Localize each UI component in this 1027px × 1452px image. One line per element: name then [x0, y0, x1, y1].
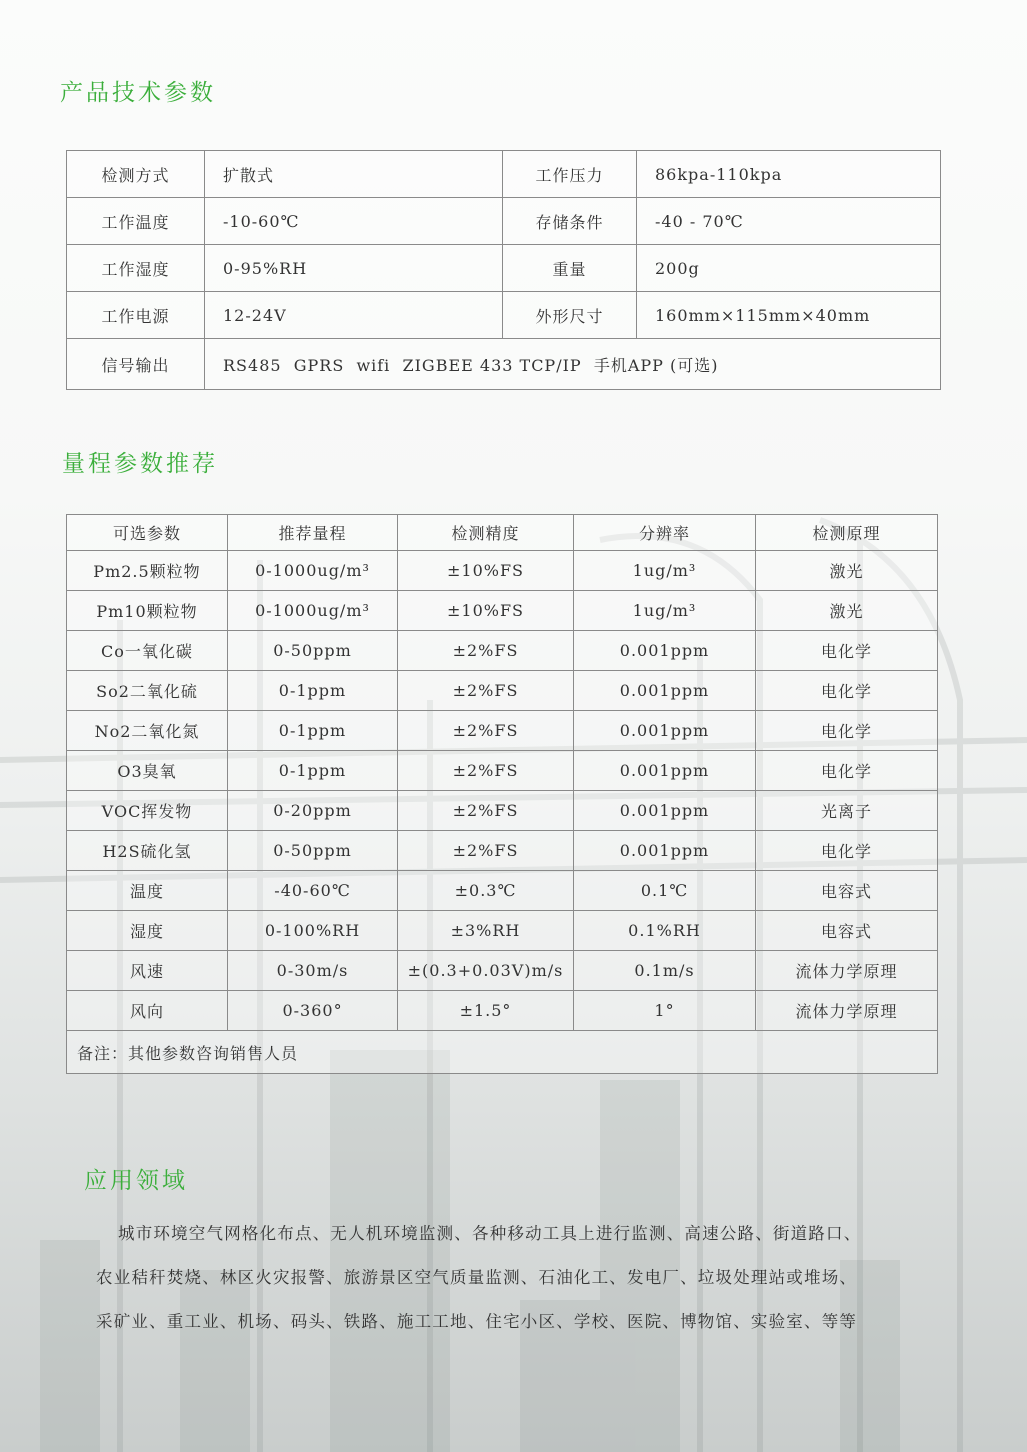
- table-cell: ±3%RH: [398, 911, 574, 951]
- table-cell: 0.001ppm: [574, 631, 756, 671]
- table-cell: ±2%FS: [398, 711, 574, 751]
- table-cell: 流体力学原理: [756, 991, 938, 1031]
- table-cell: H2S硫化氢: [67, 831, 228, 871]
- application-text: [96, 1212, 916, 1344]
- application-line: 城市环境空气网格化布点、无人机环境监测、各种移动工具上进行监测、高速公路、街道路口、: [118, 1224, 862, 1243]
- table-cell: 1ug/m³: [574, 591, 756, 631]
- range-table: [66, 514, 938, 1074]
- table-cell: 电化学: [756, 831, 938, 871]
- table-row: [67, 911, 938, 951]
- table-cell: 0-360°: [228, 991, 398, 1031]
- table-cell: 0-1ppm: [228, 711, 398, 751]
- table-row: [67, 292, 941, 339]
- table-cell: 0.1m/s: [574, 951, 756, 991]
- application-line: 采矿业、重工业、机场、码头、铁路、施工工地、住宅小区、学校、医院、博物馆、实验室、等等: [96, 1312, 858, 1331]
- table-cell: 温度: [67, 871, 228, 911]
- table-cell: O3臭氧: [67, 751, 228, 791]
- spec-value: 200g: [637, 245, 941, 292]
- table-cell: 湿度: [67, 911, 228, 951]
- spec-key: 工作压力: [503, 151, 637, 198]
- table-cell: 电容式: [756, 911, 938, 951]
- table-cell: 电化学: [756, 671, 938, 711]
- spec-value: 0-95%RH: [205, 245, 503, 292]
- table-cell: 0-1ppm: [228, 751, 398, 791]
- table-row: [67, 591, 938, 631]
- column-header: 分辨率: [574, 515, 756, 551]
- table-note: 备注：其他参数咨询销售人员: [67, 1031, 938, 1074]
- table-row: [67, 151, 941, 198]
- table-cell: 0-30m/s: [228, 951, 398, 991]
- table-row: [67, 339, 941, 390]
- table-cell: 电化学: [756, 711, 938, 751]
- table-cell: Pm10颗粒物: [67, 591, 228, 631]
- table-cell: -40-60℃: [228, 871, 398, 911]
- table-cell: ±10%FS: [398, 551, 574, 591]
- spec-value: 12-24V: [205, 292, 503, 339]
- table-cell: 0-50ppm: [228, 831, 398, 871]
- spec-value-signal: RS485 GPRS wifi ZIGBEE 433 TCP/IP 手机APP (可选): [205, 339, 941, 390]
- table-cell: 0.1℃: [574, 871, 756, 911]
- table-cell: 电化学: [756, 631, 938, 671]
- table-row: [67, 951, 938, 991]
- table-cell: So2二氧化硫: [67, 671, 228, 711]
- table-row: [67, 631, 938, 671]
- table-cell: 电化学: [756, 751, 938, 791]
- table-cell: 0.001ppm: [574, 711, 756, 751]
- table-cell: 1°: [574, 991, 756, 1031]
- table-row: [67, 751, 938, 791]
- table-row: [67, 245, 941, 292]
- table-cell: 电容式: [756, 871, 938, 911]
- table-cell: 0.001ppm: [574, 791, 756, 831]
- table-cell: 0-1000ug/m³: [228, 551, 398, 591]
- spec-value: 160mm×115mm×40mm: [637, 292, 941, 339]
- table-cell: ±2%FS: [398, 831, 574, 871]
- table-cell: ±1.5°: [398, 991, 574, 1031]
- table-row: [67, 711, 938, 751]
- spec-key: 工作温度: [67, 198, 205, 245]
- table-row: [67, 871, 938, 911]
- table-header-row: [67, 515, 938, 551]
- table-cell: VOC挥发物: [67, 791, 228, 831]
- table-cell: 0.001ppm: [574, 751, 756, 791]
- table-row: [67, 991, 938, 1031]
- spec-key: 信号输出: [67, 339, 205, 390]
- section-title-application: 应用领域: [84, 1168, 188, 1194]
- table-row: [67, 791, 938, 831]
- table-cell: 0.001ppm: [574, 671, 756, 711]
- table-cell: 0.1%RH: [574, 911, 756, 951]
- table-cell: 风速: [67, 951, 228, 991]
- spec-key: 工作电源: [67, 292, 205, 339]
- column-header: 推荐量程: [228, 515, 398, 551]
- spec-value: 86kpa-110kpa: [637, 151, 941, 198]
- table-note-row: [67, 1031, 938, 1074]
- table-cell: 0-50ppm: [228, 631, 398, 671]
- table-row: [67, 831, 938, 871]
- spec-key: 检测方式: [67, 151, 205, 198]
- table-cell: ±2%FS: [398, 751, 574, 791]
- column-header: 检测原理: [756, 515, 938, 551]
- spec-key: 重量: [503, 245, 637, 292]
- section-title-specs: 产品技术参数: [60, 80, 216, 106]
- table-cell: 激光: [756, 551, 938, 591]
- column-header: 检测精度: [398, 515, 574, 551]
- table-cell: 流体力学原理: [756, 951, 938, 991]
- spec-value: -10-60℃: [205, 198, 503, 245]
- table-cell: 激光: [756, 591, 938, 631]
- table-cell: ±0.3℃: [398, 871, 574, 911]
- table-cell: 0-20ppm: [228, 791, 398, 831]
- spec-key: 存储条件: [503, 198, 637, 245]
- spec-key: 外形尺寸: [503, 292, 637, 339]
- spec-value: -40 - 70℃: [637, 198, 941, 245]
- table-cell: Pm2.5颗粒物: [67, 551, 228, 591]
- table-cell: ±2%FS: [398, 671, 574, 711]
- table-cell: 0-1ppm: [228, 671, 398, 711]
- table-cell: ±2%FS: [398, 791, 574, 831]
- table-cell: 0-1000ug/m³: [228, 591, 398, 631]
- application-line: 农业秸秆焚烧、林区火灾报警、旅游景区空气质量监测、石油化工、发电厂、垃圾处理站或堆场、: [96, 1268, 858, 1287]
- table-cell: 0.001ppm: [574, 831, 756, 871]
- table-cell: ±2%FS: [398, 631, 574, 671]
- spec-value: 扩散式: [205, 151, 503, 198]
- spec-key: 工作湿度: [67, 245, 205, 292]
- table-cell: ±(0.3+0.03V)m/s: [398, 951, 574, 991]
- table-cell: ±10%FS: [398, 591, 574, 631]
- column-header: 可选参数: [67, 515, 228, 551]
- table-cell: 1ug/m³: [574, 551, 756, 591]
- section-title-range: 量程参数推荐: [62, 451, 218, 477]
- table-row: [67, 551, 938, 591]
- table-row: [67, 198, 941, 245]
- table-cell: 0-100%RH: [228, 911, 398, 951]
- table-cell: 风向: [67, 991, 228, 1031]
- spec-table: [66, 150, 941, 390]
- table-cell: 光离子: [756, 791, 938, 831]
- table-cell: Co一氧化碳: [67, 631, 228, 671]
- table-row: [67, 671, 938, 711]
- table-cell: No2二氧化氮: [67, 711, 228, 751]
